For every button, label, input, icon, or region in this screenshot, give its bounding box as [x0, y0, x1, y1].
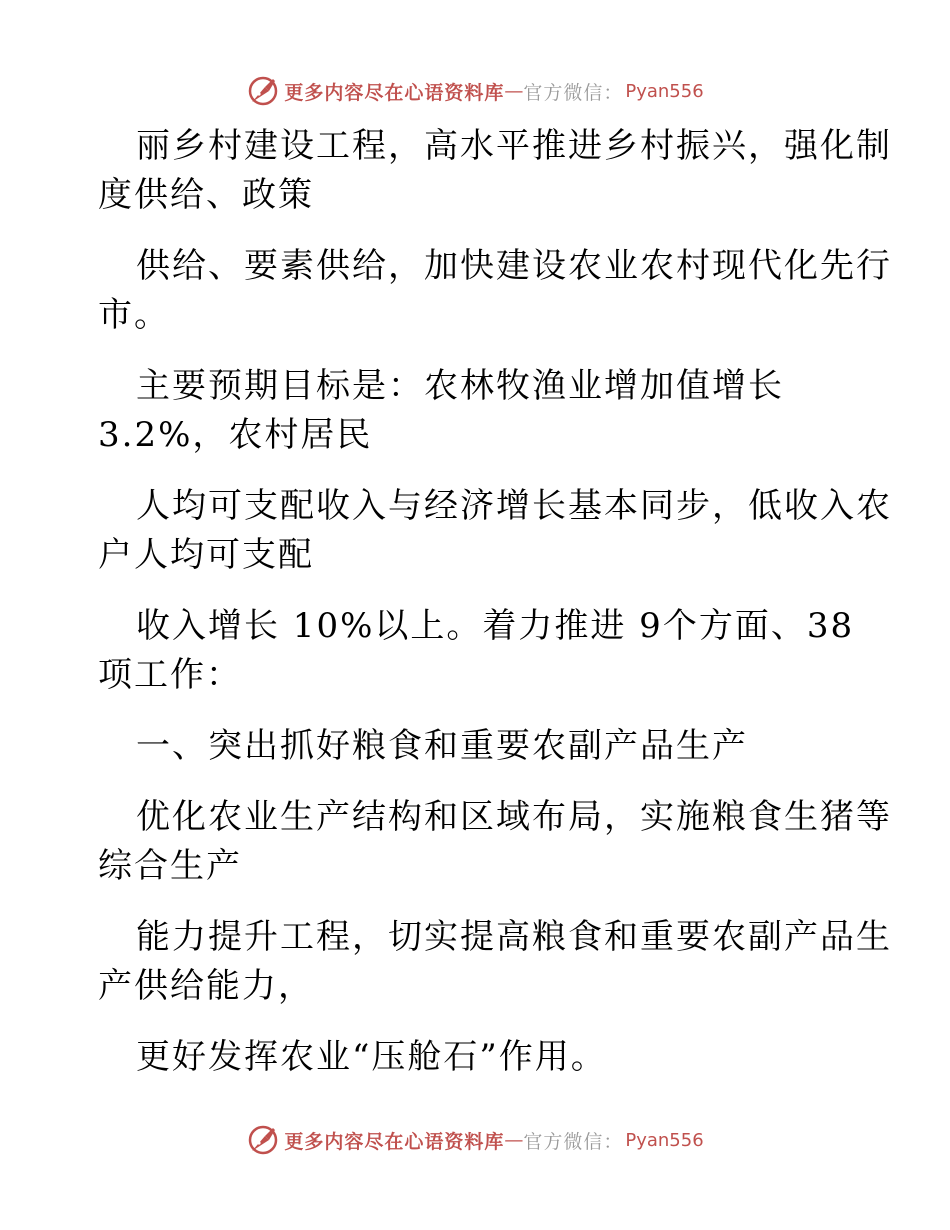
text-line: 市。: [98, 295, 170, 335]
text-line: 能力提升工程，切实提高粮食和重要农副产品生: [136, 917, 892, 957]
pen-nib-logo-icon: [246, 1123, 280, 1157]
paragraph-7: [98, 793, 892, 891]
text-line: 主要预期目标是：农林牧渔业增加值增长: [136, 366, 784, 406]
text-line: 更好发挥农业“压舱石”作用。: [136, 1037, 607, 1077]
watermark-official-text: 官方微信：: [523, 1130, 624, 1153]
heading-line: 一、突出抓好粮食和重要农副产品生产: [136, 726, 748, 766]
watermark-official-text: 官方微信：: [523, 81, 624, 104]
text-line: 综合生产: [98, 846, 242, 886]
watermark-main-text: 更多内容尽在心语资料库: [284, 1130, 505, 1153]
header-watermark: [0, 71, 950, 111]
watermark-main-text: 更多内容尽在心语资料库: [284, 81, 505, 104]
paragraph-4: [98, 482, 892, 580]
text-line: 产供给能力，: [98, 966, 314, 1006]
watermark-wechat-id: Pyan556: [625, 1129, 704, 1151]
watermark-wechat-id: Pyan556: [625, 80, 704, 102]
text-line: 项工作：: [98, 655, 242, 695]
watermark-dash: —: [504, 1129, 524, 1151]
paragraph-8: [98, 913, 892, 1011]
text-line: 丽乡村建设工程，高水平推进乡村振兴，强化制: [136, 126, 892, 166]
text-line: 人均可支配收入与经济增长基本同步，低收入农: [136, 486, 892, 526]
text-line: 度供给、政策: [98, 175, 314, 215]
text-line: 户人均可支配: [98, 535, 314, 575]
text-line: 收入增长 10%以上。着力推进 9个方面、38: [136, 606, 855, 646]
paragraph-3: [98, 362, 858, 460]
paragraph-5: [98, 602, 858, 700]
paragraph-2: [98, 242, 892, 340]
text-line: 优化农业生产结构和区域布局，实施粮食生猪等: [136, 797, 892, 837]
pen-nib-logo-icon: [246, 74, 280, 108]
text-line: 3.2%，农村居民: [98, 415, 373, 455]
footer-watermark: [0, 1120, 950, 1160]
paragraph-9: [98, 1033, 858, 1082]
section-heading: [98, 722, 858, 771]
paragraph-1: [98, 122, 892, 220]
text-line: 供给、要素供给，加快建设农业农村现代化先行: [136, 246, 892, 286]
watermark-dash: —: [504, 80, 524, 102]
document-body: [98, 122, 892, 1082]
